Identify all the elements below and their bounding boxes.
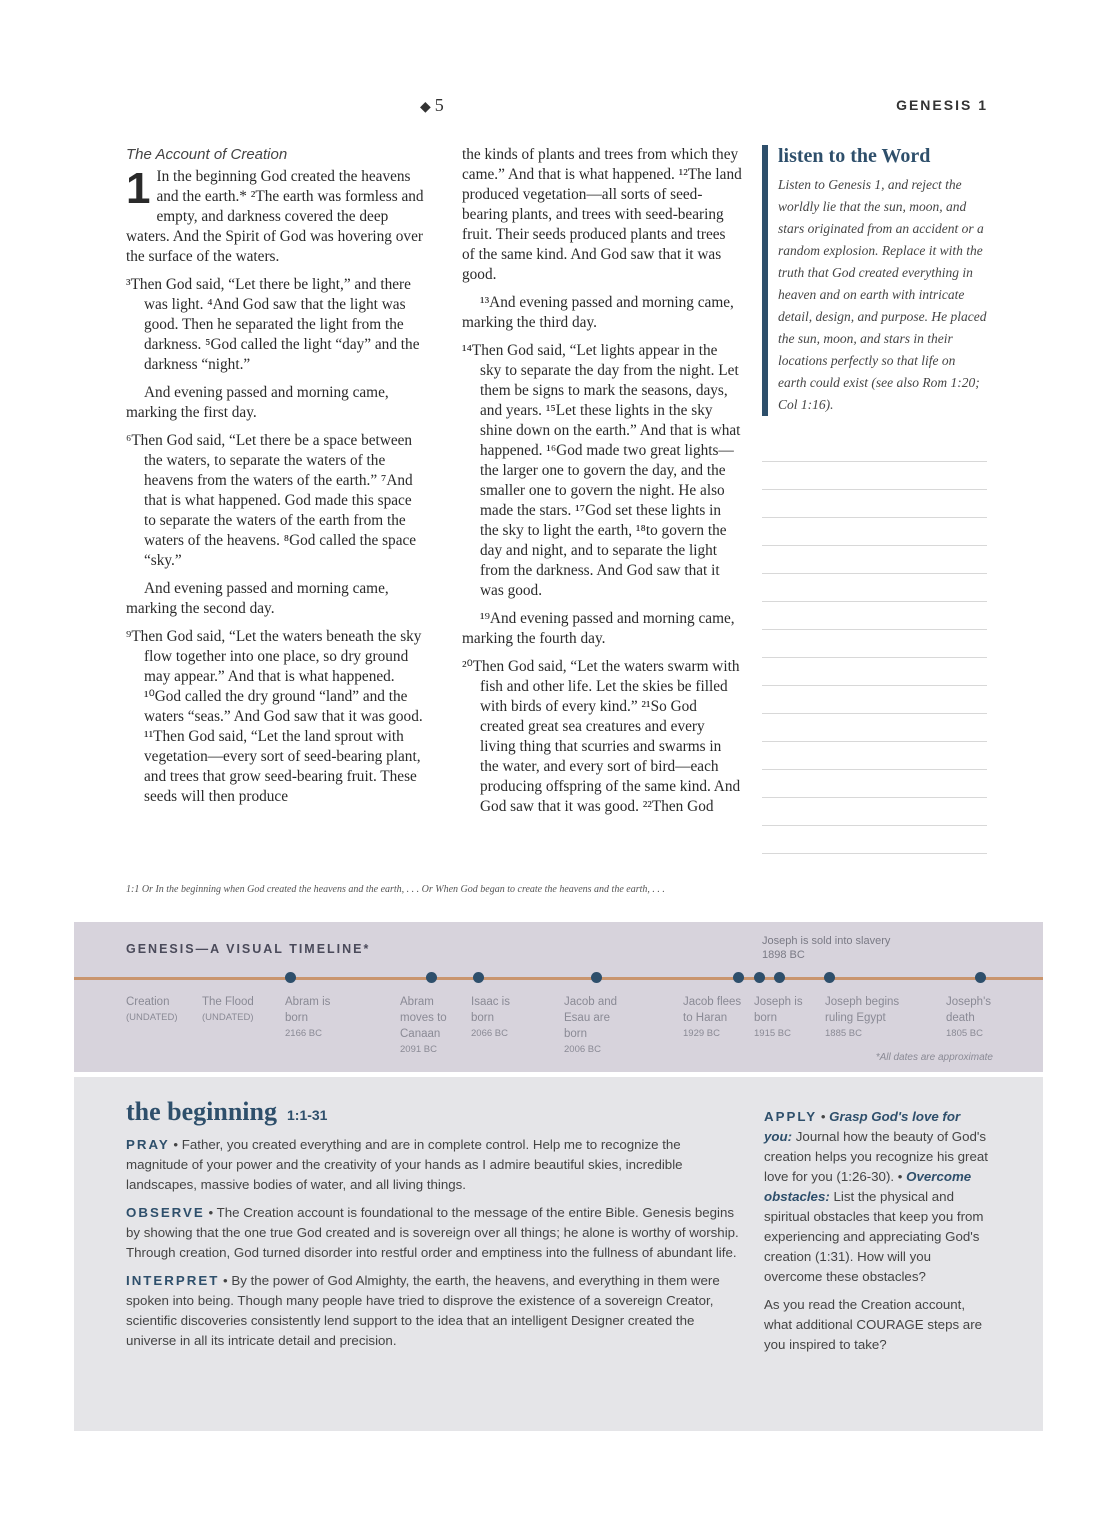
event-label: The Flood [202, 996, 254, 1008]
pray-paragraph: PRAY • Father, you created everything and are in complete control. Help me to recognize the magnitude of your power and the creativity of your hands as I admire beautiful skies, incredible landscapes, massive bodies of water, and all living things. [126, 1137, 683, 1192]
timeline-dot [733, 972, 744, 983]
footnote: 1:1 Or In the beginning when God created the heavens and the earth, . . . Or When God began to create the heavens and the earth, . . . [126, 884, 665, 895]
verse-paragraph: ¹³And evening passed and morning came, marking the third day. [462, 294, 734, 331]
journal-line [762, 518, 987, 546]
timeline-dot [754, 972, 765, 983]
pray-label: PRAY [126, 1137, 170, 1152]
event-label: Abram moves to Canaan [400, 996, 447, 1040]
event-date: 1915 BC [754, 1028, 791, 1039]
apply-heading: Grasp God's love for you: [764, 1109, 961, 1144]
verse-paragraph: ¹⁹And evening passed and morning came, marking the fourth day. [462, 610, 735, 647]
journal-line [762, 490, 987, 518]
timeline-dot [426, 972, 437, 983]
timeline-event [471, 994, 521, 1042]
journal-line [762, 658, 987, 686]
journal-line [762, 602, 987, 630]
event-date: (UNDATED) [126, 1012, 178, 1023]
verse-paragraph: And evening passed and morning came, marking the second day. [126, 580, 389, 617]
event-date: (UNDATED) [202, 1012, 254, 1023]
journal-line [762, 462, 987, 490]
apply-text: Journal how the beauty of God's creation helps you recognize his great love for you (1:26-30). [764, 1129, 988, 1184]
event-label: Joseph begins ruling Egypt [825, 996, 900, 1024]
verse-paragraph: ³Then God said, “Let there be light,” and there was light. ⁴And God saw that the light was good. Then he separated the light from the darkness. ⁵God called the light “day” and the darkness “night.” [126, 276, 420, 373]
observe-text: The Creation account is foundational to the message of the entire Bible. Genesis begins by showing that the one true God created and is sovereign over all things; he alone is worthy of worship. Through creation, God turned disorder into restful order and emptiness into the fullness of abundant life. [126, 1205, 739, 1260]
journal-line [762, 742, 987, 770]
timeline-dot [285, 972, 296, 983]
study-heading [126, 1097, 327, 1127]
event-label: Joseph's death [946, 996, 992, 1024]
timeline-event [126, 994, 186, 1026]
journal-line [762, 770, 987, 798]
event-date: 1805 BC [946, 1028, 983, 1039]
study-reference: 1:1-31 [287, 1107, 328, 1123]
listen-sidebar [762, 145, 987, 854]
verse-paragraph: the kinds of plants and trees from which they came.” And that is what happened. ¹²The land produced vegetation—all sorts of seed-bearing plants, and trees with seed-bearing fruit. Their seeds produced plants and trees of the same kind. And God saw that it was good. [462, 146, 742, 283]
closing-question: As you read the Creation account, what additional COURAGE steps are you inspired to take? [764, 1297, 983, 1352]
verse-paragraph: ²⁰Then God said, “Let the waters swarm with fish and other life. Let the skies be filled with birds of every kind.” ²¹So God created great sea creatures and every living thing that scurries and swarms in the water, and every sort of bird—each producing offspring of the same kind. And God saw that it was good. ²²Then God [462, 658, 741, 815]
apply-paragraph: APPLY • Grasp God's love for you: Journal how the beauty of God's creation helps you recognize his great love for you (1:26-30). • Overcome obstacles: List the physical and spiritual obstacles that keep you from experiencing and appreciating God's creation (1:31). How will you overcome these obstacles? [764, 1109, 988, 1284]
scripture-column-1 [126, 145, 426, 815]
timeline-axis-line [74, 977, 1043, 980]
interpret-text: By the power of God Almighty, the earth, the heavens, and everything in them were spoken into being. Though many people have tried to disprove the existence of a sovereign Creator, scientific discoveries consistently lend support to the idea that an intelligent Designer created the universe in all its intricate detail and precision. [126, 1273, 720, 1348]
study-section [74, 1077, 1043, 1431]
journal-line [762, 686, 987, 714]
timeline-note: *All dates are approximate [875, 1052, 993, 1063]
visual-timeline [74, 922, 1043, 1072]
timeline-event [564, 994, 630, 1058]
timeline-slavery-callout [762, 934, 890, 962]
journal-line [762, 826, 987, 854]
journal-line [762, 630, 987, 658]
journal-line [762, 546, 987, 574]
verse-paragraph: ⁹Then God said, “Let the waters beneath the sky flow together into one place, so dry ground may appear.” And that is what happened. ¹⁰God called the dry ground “land” and the waters “seas.” And God saw that it was good. ¹¹Then God said, “Let the land sprout with vegetation—every sort of seed-bearing plant, and trees that grow seed-bearing fruit. These seeds will then produce [126, 628, 423, 805]
sidebar-text: Listen to Genesis 1, and reject the worldly lie that the sun, moon, and stars originated from an accident or a random explosion. Replace it with the truth that God created everything in heaven and on earth with intricate detail, design, and purpose. He placed the sun, moon, and stars in their locations perfectly so that life on earth could exist (see also Rom 1:20; Col 1:16). [778, 177, 987, 412]
timeline-dot [473, 972, 484, 983]
timeline-event [400, 994, 456, 1058]
sidebar-title: listen to the Word [778, 145, 931, 167]
pray-text: Father, you created everything and are in complete control. Help me to recognize the magnitude of your power and the creativity of your hands as I admire beautiful skies, incredible landscapes, massive bodies of water, and all living things. [126, 1137, 683, 1192]
observe-paragraph: OBSERVE • The Creation account is foundational to the message of the entire Bible. Genesis begins by showing that the one true God created and is sovereign over all things; he alone is worthy of worship. Through creation, God turned disorder into restful order and emptiness into the fullness of abundant life. [126, 1205, 739, 1260]
timeline-event [202, 994, 266, 1026]
apply-label: APPLY [764, 1109, 818, 1124]
timeline-dot [774, 972, 785, 983]
scripture-column-2 [462, 145, 742, 825]
study-apply-column [764, 1107, 990, 1363]
verse-paragraph [126, 164, 426, 267]
event-label: Jacob flees to Haran [683, 996, 742, 1024]
verse-paragraph: ¹⁴Then God said, “Let lights appear in the sky to separate the day from the night. Let them be signs to mark the seasons, days, and years. ¹⁵Let these lights in the sky shine down on the earth.” And that is what happened. ¹⁶God made two great lights—the larger one to govern the day, and the smaller one to govern the night. He also made the stars. ¹⁷God set these lights in the sky to light the earth, ¹⁸to govern the day and night, and to separate the light from the darkness. And God saw that it was good. [462, 342, 741, 599]
event-label: Jacob and Esau are born [564, 996, 618, 1040]
slavery-label: Joseph is sold into slavery [762, 935, 891, 947]
event-date: 1929 BC [683, 1028, 720, 1039]
interpret-label: INTERPRET [126, 1273, 220, 1288]
running-head: GENESIS 1 [896, 97, 988, 113]
page-number [420, 95, 444, 116]
sidebar-box [762, 145, 987, 416]
journal-line [762, 798, 987, 826]
event-date: 1885 BC [825, 1028, 862, 1039]
timeline-dot [975, 972, 986, 983]
chapter-number: 1 [126, 164, 151, 213]
event-date: 2166 BC [285, 1028, 322, 1039]
timeline-event [825, 994, 915, 1042]
journal-line [762, 574, 987, 602]
journal-line [762, 714, 987, 742]
study-title: the beginning [126, 1097, 277, 1126]
timeline-event [683, 994, 749, 1042]
page-number-text: 5 [434, 95, 444, 115]
journal-line [762, 434, 987, 462]
observe-label: OBSERVE [126, 1205, 205, 1220]
timeline-dot [824, 972, 835, 983]
timeline-event [285, 994, 337, 1042]
event-label: Isaac is born [471, 996, 510, 1024]
diamond-icon: ◆ [420, 100, 431, 115]
interpret-paragraph: INTERPRET • By the power of God Almighty, the earth, the heavens, and everything in them were spoken into being. Though many people have tried to disprove the existence of a sovereign Creator, scientific discoveries consistently lend support to the idea that an intelligent Designer created the universe in all its intricate detail and precision. [126, 1273, 720, 1348]
study-main-column [126, 1135, 744, 1359]
event-label: Joseph is born [754, 996, 803, 1024]
verse-paragraph: And evening passed and morning came, marking the first day. [126, 384, 389, 421]
overcome-text: List the physical and spiritual obstacles that keep you from experiencing and appreciating God's creation (1:31). How will you overcome these obstacles? [764, 1189, 984, 1284]
slavery-date: 1898 BC [762, 949, 805, 961]
verse-paragraph: ⁶Then God said, “Let there be a space between the waters, to separate the waters of the heavens from the waters of the earth.” ⁷And that is what happened. God made this space to separate the waters of the earth from the waters of the heavens. ⁸God called the space “sky.” [126, 432, 417, 569]
event-label: Creation [126, 996, 170, 1008]
verse-text: In the beginning God created the heavens and the earth.* ²The earth was formless and empty, and darkness covered the deep waters. And the Spirit of God was hovering over the surface of the waters. [126, 168, 424, 265]
overcome-heading: Overcome obstacles: [764, 1169, 972, 1204]
event-label: Abram is born [285, 996, 331, 1024]
timeline-dot [591, 972, 602, 983]
timeline-title: GENESIS—A VISUAL TIMELINE* [126, 942, 371, 956]
timeline-event [946, 994, 1006, 1042]
event-date: 2066 BC [471, 1028, 508, 1039]
timeline-event [754, 994, 804, 1042]
section-title: The Account of Creation [126, 146, 288, 163]
journal-lines [762, 434, 987, 854]
event-date: 2006 BC [564, 1044, 601, 1055]
event-date: 2091 BC [400, 1044, 437, 1055]
